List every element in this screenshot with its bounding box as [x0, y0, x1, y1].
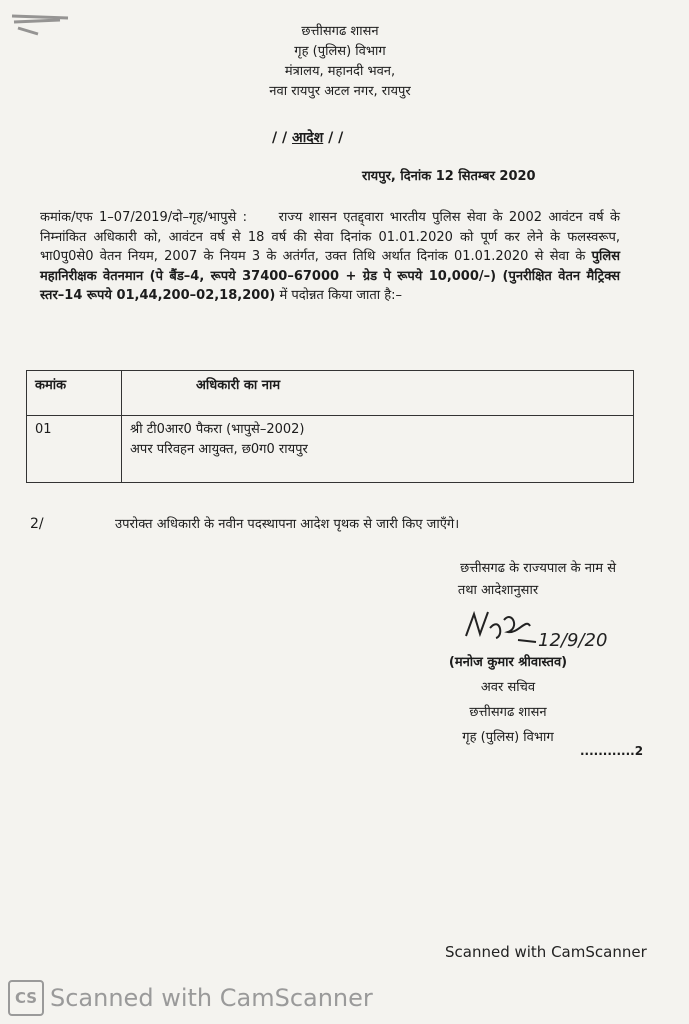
order-word: आदेश — [291, 130, 324, 146]
authority-line-2: तथा आदेशानुसार — [457, 583, 539, 598]
order-reference: कमांक/एफ 1–07/2019/दो–गृह/भापुसे : — [40, 210, 247, 225]
para2-number: 2/ — [30, 516, 44, 532]
table-header-name: अधिकारी का नाम — [122, 371, 634, 416]
order-text-1: राज्य शासन एतद्द्वारा भारतीय पुलिस सेवा के 2002 आवंटन वर्ष के निम्नांकित अधिकारी को, आवंटन वर्ष से 18 वर्ष की सेवा दिनांक 01.01.2020 को पूर्ण कर लेने के फलस्वरूप, भा0पु0से0 वेतन नियम, 2007 के नियम 3 के अतंर्गत, उक्त तिथि अर्थात दिनांक 01.01.2020 से सेवा के — [40, 210, 620, 264]
handwritten-signature — [460, 606, 680, 656]
order-title: / / आदेश / / — [272, 130, 344, 146]
camscanner-watermark-right: Scanned with CamScanner — [445, 943, 647, 961]
signer-dept-1: छत्तीसगढ शासन — [469, 705, 547, 720]
camscanner-footer — [8, 980, 373, 1016]
header-ministry: मंत्रालय, महानदी भवन, — [284, 64, 396, 79]
signer-block — [418, 650, 598, 750]
authority-line-1: छत्तीसगढ के राज्यपाल के नाम से — [460, 561, 616, 576]
row-officer — [122, 416, 634, 483]
letterhead — [230, 22, 450, 102]
signer-name: (मनोज कुमार श्रीवास्तव) — [448, 655, 568, 670]
signer-dept-2: गृह (पुलिस) विभाग — [462, 730, 554, 745]
header-department: गृह (पुलिस) विभाग — [294, 44, 386, 59]
header-government: छत्तीसगढ शासन — [301, 24, 379, 39]
table-header-number: कमांक — [27, 371, 122, 416]
signature-date: 12/9/20 — [538, 630, 608, 651]
officer-name: श्री टी0आर0 पैकरा (भापुसे–2002) — [130, 422, 305, 437]
para2-text: उपरोक्त अधिकारी के नवीन पदस्थापना आदेश पृथक से जारी किए जाएँगे। — [115, 517, 460, 532]
order-pay-scale: पुलिस महानिरीक्षक वेतनमान (पे बैंड–4, रूपये 37400–67000 + ग्रेड पे रूपये 10,000/–) (पुनरीक्षित वेतन मैट्रिक्स स्तर–14 रूपये 01,44,200–02,18,200) — [40, 249, 620, 303]
page-continuation: ............2 — [580, 744, 644, 758]
camscanner-logo-icon: CS — [8, 980, 44, 1016]
table-header-row — [27, 371, 634, 416]
officer-table — [26, 370, 634, 483]
table-row — [27, 416, 634, 483]
camscanner-footer-text: Scanned with CamScanner — [50, 984, 373, 1012]
signer-title: अवर सचिव — [480, 680, 536, 695]
officer-designation: अपर परिवहन आयुक्त, छ0ग0 रायपुर — [130, 442, 308, 457]
order-body — [40, 208, 620, 306]
header-address: नवा रायपुर अटल नगर, रायपुर — [269, 84, 411, 99]
scan-smudge-mark — [8, 8, 88, 44]
authority-block — [380, 558, 616, 602]
row-number: 01 — [27, 416, 122, 483]
order-date: रायपुर, दिनांक 12 सितम्बर 2020 — [362, 169, 536, 184]
order-text-2: में पदोन्नत किया जाता है:– — [279, 288, 403, 303]
